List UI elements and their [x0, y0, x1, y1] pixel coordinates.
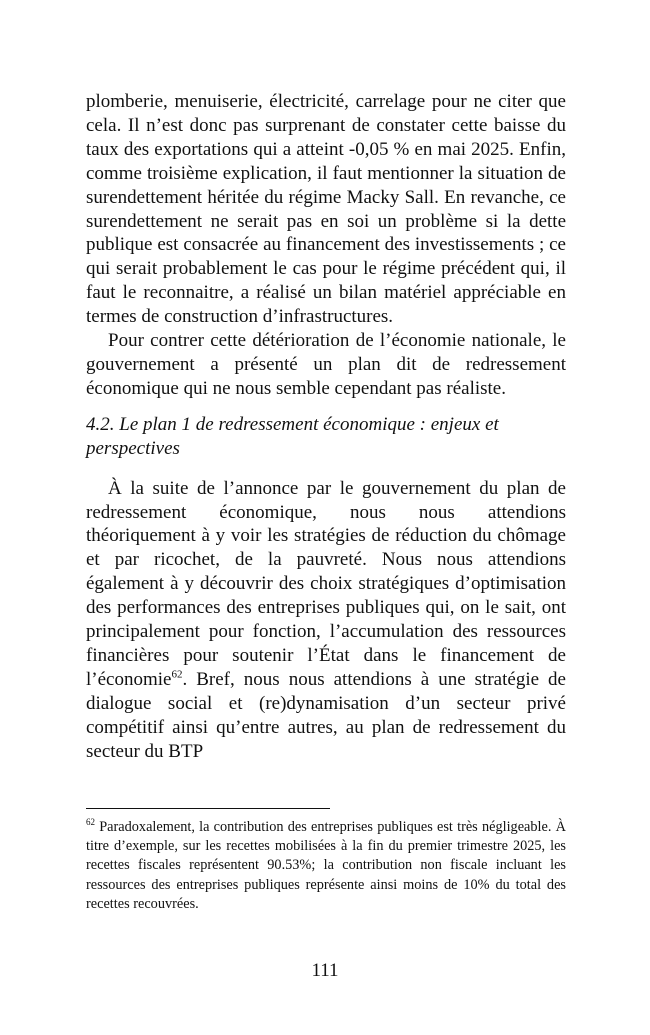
paragraph-text-part-2: . Bref, nous nous attendions à une stratégie de dialogue social et (re)dynamisation d’un secteur privé compétitif ainsi qu’entre autres, au plan de redressement du secteur du BTP: [86, 668, 566, 762]
section-heading: 4.2. Le plan 1 de redressement économique : enjeux et perspectives: [86, 413, 499, 459]
footnote-number: 62: [86, 817, 95, 828]
paragraph-transition: Pour contrer cette détérioration de l’économie nationale, le gouvernement a présenté un plan dit de redressement économique qui ne nous semble cependant pas réaliste.: [86, 330, 566, 399]
paragraph-continued: plomberie, menuiserie, électricité, carrelage pour ne citer que cela. Il n’est donc pas surprenant de constater cette baisse du taux des exportations qui a atteint -0,05 % en mai 2025. Enfin, comme troisième explication, il faut mentionner la situation de surendettement héritée du régime Macky Sall. En revanche, ce surendettement ne serait pas en soi un problème si la dette publique est consacrée au financement des investissements ; ce qui serait probablement le cas pour le régime précédent qui, il faut le reconnaitre, a réalisé un bilan matériel appréciable en termes de construction d’infrastructures.: [86, 91, 566, 328]
paragraph-section-intro: [86, 477, 566, 764]
footnote-reference[interactable]: 62: [171, 668, 183, 681]
page-body: [86, 90, 566, 763]
footnote-text: Paradoxalement, la contribution des entreprises publiques est très négligeable. À titre d’exemple, sur les recettes mobilisées à la fin du premier trimestre 2025, les recettes fiscales représentent 90.53%; la contribution non fiscale incluant les ressources des entreprises publiques représente ainsi moins de 10% du total des recettes recouvrées.: [86, 819, 566, 912]
footnote: [86, 818, 566, 914]
paragraph-text-part-1: À la suite de l’annonce par le gouvernement du plan de redressement économique, nous nous attendions théoriquement à y voir les stratégies de réduction du chômage et par ricochet, de la pauvreté. Nous nous attendions également à y découvrir des choix stratégiques d’optimisation des performances des entreprises publiques qui, on le sait, ont principalement pour fonction, l’accumulation des ressources financières pour soutenir l’État dans le financement de l’économie: [86, 477, 566, 690]
section-gap: [86, 461, 566, 477]
footnote-separator: [86, 808, 330, 809]
page-number: 111: [311, 960, 339, 981]
